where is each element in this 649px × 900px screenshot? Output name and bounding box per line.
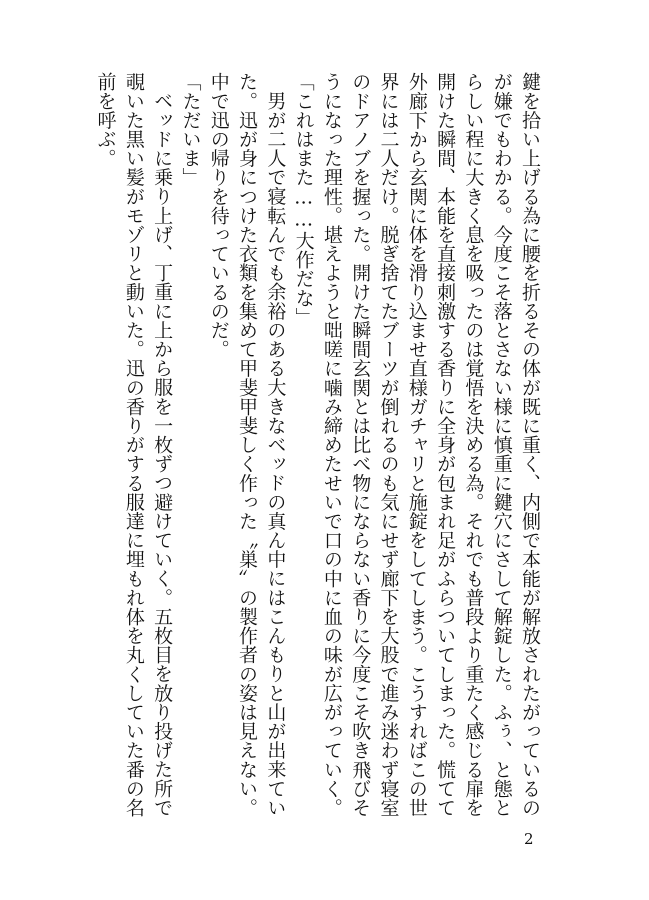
dialogue-line-masterpiece: 「これはまた……大作だな」 bbox=[292, 72, 315, 327]
dialogue-line-im-home: 「ただいま」 bbox=[179, 72, 202, 187]
vertical-body-text bbox=[94, 72, 544, 832]
paragraph-nest-description: 男が二人で寝転んでも余裕のある大きなベッドの真ん中にはこんもりと山が出来ていた。迅が身につけた衣類を集めて甲斐甲斐しく作った〝巣〟の製作者の姿は見えない。中で迅の帰りを待っているのだ。 bbox=[207, 72, 287, 817]
paragraph-key-and-door: 鍵を拾い上げる為に腰を折るその体が既に重く、内側で本能が解放されたがっているのが嫌でもわかる。今度こそ落とさない様に慎重に鍵穴にさして解錠した。ふぅ、と態とらしい程に大きく息を吸ったのは覚悟を決める為。それでも普段より重たく感じる扉を開けた瞬間、本能を直接刺激する香りに全身が包まれ足がふらついてしまった。慌てて外廊下から玄関に体を滑り込ませ直様ガチャリと施錠をしてしまう。こうすればこの世界には二人だけ。脱ぎ捨てたブーツが倒れるのも気にせず廊下を大股で進み迷わず寝室のドアノブを握った。開けた瞬間玄関とは比べ物にならない香りに今度こそ吹き飛びそうになった理性。堪えようと咄嗟に噛み締めたせいで口の中に血の味が広がっていく。 bbox=[320, 72, 541, 817]
paragraph-uncovering-nest: ベッドに乗り上げ、丁重に上から服を一枚ずつ避けていく。五枚目を放り投げた所で覗いた黒い髪がモゾリと動いた。迅の香りがする服達に埋もれ体を丸くしていた番の名前を呼ぶ。 bbox=[94, 72, 174, 817]
page-number: 2 bbox=[524, 830, 534, 848]
